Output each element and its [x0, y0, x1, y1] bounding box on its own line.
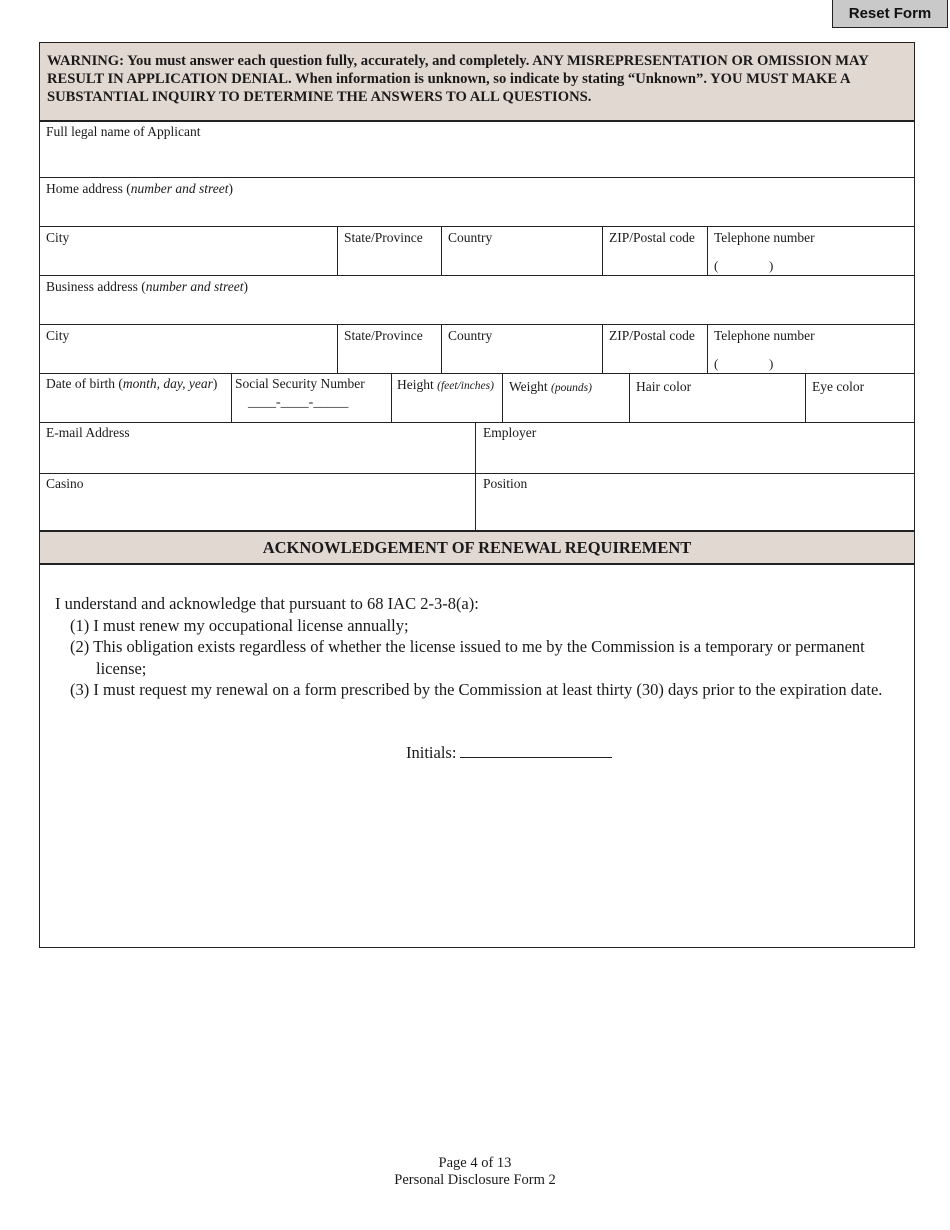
business-zip-label: ZIP/Postal code [609, 328, 695, 343]
home-city-label: City [46, 230, 70, 245]
reset-form-button[interactable]: Reset Form [832, 0, 948, 28]
initials-input-line[interactable] [460, 743, 612, 758]
page-number: Page 4 of 13 [438, 1155, 512, 1171]
initials-field [406, 743, 612, 763]
ack-item-3: (3) I must request my renewal on a form prescribed by the Commission at least thirty (30) days prior to the expiration date. [70, 680, 883, 699]
ack-body [55, 593, 915, 701]
warning-notice: WARNING: You must answer each question fully, accurately, and completely. ANY MISREPRESENTATION OR OMISSION MAY RESULT IN APPLICATION DENIAL. When information is unknown, so indicate by stating “Unknown”. YOU MUST MAKE A SUBSTANTIAL INQUIRY TO DETERMINE THE ANSWERS TO ALL QUESTIONS. [40, 43, 914, 122]
ack-item-2: (2) This obligation exists regardless of whether the license issued to me by the Commission is a temporary or permanent license; [70, 637, 865, 678]
height-label: Height (feet/inches) [397, 377, 494, 392]
business-telephone-label: Telephone number [714, 328, 815, 343]
email-label: E-mail Address [46, 425, 130, 440]
initials-label: Initials: [406, 743, 457, 762]
home-state-label: State/Province [344, 230, 423, 245]
business-address-label: Business address (number and street) [46, 279, 248, 294]
form-name: Personal Disclosure Form 2 [394, 1172, 556, 1188]
casino-label: Casino [46, 476, 84, 491]
full-name-label: Full legal name of Applicant [46, 124, 201, 139]
position-label: Position [483, 476, 528, 491]
ack-item-1: (1) I must renew my occupational license annually; [70, 615, 409, 635]
business-state-label: State/Province [344, 328, 423, 343]
home-country-label: Country [448, 230, 493, 245]
business-area-code-open: ( [714, 356, 719, 371]
home-telephone-label: Telephone number [714, 230, 815, 245]
dob-label: Date of birth (month, day, year) [46, 376, 218, 391]
employer-label: Employer [483, 425, 537, 440]
hair-color-label: Hair color [636, 379, 692, 394]
personal-disclosure-form [39, 42, 915, 948]
business-country-label: Country [448, 328, 493, 343]
home-area-code-open: ( [714, 258, 719, 273]
home-zip-label: ZIP/Postal code [609, 230, 695, 245]
home-area-code-close: ) [769, 258, 774, 273]
ssn-label: Social Security Number [235, 376, 365, 391]
business-area-code-close: ) [769, 356, 774, 371]
ack-intro: I understand and acknowledge that pursuant to 68 IAC 2-3-8(a): [55, 594, 479, 613]
eye-color-label: Eye color [812, 379, 865, 394]
weight-label: Weight (pounds) [509, 379, 592, 394]
business-city-label: City [46, 328, 70, 343]
page-footer [0, 1155, 950, 1189]
ack-section-header: ACKNOWLEDGEMENT OF RENEWAL REQUIREMENT [40, 530, 914, 565]
ssn-blank: ____-____-_____ [248, 395, 349, 410]
home-address-label: Home address (number and street) [46, 181, 233, 196]
